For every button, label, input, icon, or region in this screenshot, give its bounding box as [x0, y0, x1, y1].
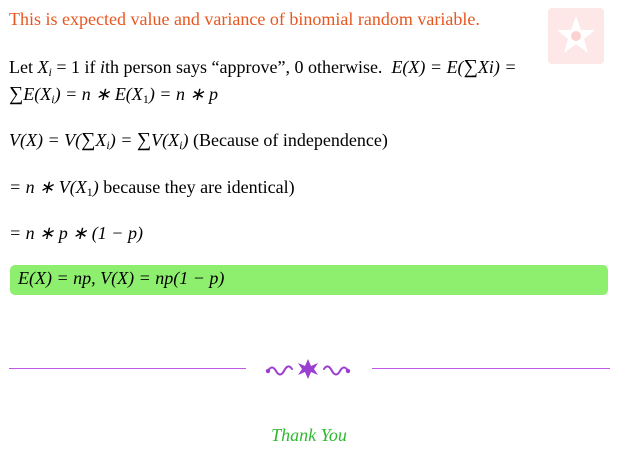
sub-i: i	[179, 138, 183, 152]
expr-close: )	[92, 177, 99, 197]
expr-lead: = n ∗ V(X	[9, 177, 87, 197]
var-i: i	[100, 57, 106, 77]
sum-symbol: ∑	[81, 129, 96, 151]
expr-e-open: E(X	[23, 84, 52, 104]
divider-rule-right	[372, 368, 610, 369]
sum-symbol: ∑	[463, 56, 478, 78]
expr-end: ) = n ∗ p	[148, 84, 219, 104]
floral-divider-ornament-icon	[262, 357, 354, 381]
sub-i: i	[106, 138, 110, 152]
star-flower-logo-icon	[548, 8, 604, 64]
note-identical: because they are identical)	[103, 177, 295, 197]
expr-v-open: V(X	[151, 130, 180, 150]
expr-xi-rhs: Xi) =	[477, 57, 517, 77]
expr-v-start: V(X) = V(	[9, 130, 82, 150]
sum-symbol: ∑	[9, 83, 24, 105]
line-indicator-definition	[9, 55, 516, 79]
sub-i: i	[51, 92, 55, 106]
result-formula: E(X) = np, V(X) = np(1 − p)	[18, 268, 225, 288]
divider-rule-left	[9, 368, 246, 369]
expr-close: )	[182, 130, 189, 150]
var-x: X	[37, 57, 49, 77]
expr-x: X	[95, 130, 107, 150]
line-expectation-result	[9, 82, 218, 106]
text-ith-person: th person says “approve”, 0 otherwise.	[105, 57, 383, 77]
expr-expectation-lhs: E(X) = E(	[391, 57, 464, 77]
expr-mid: ) =	[109, 130, 133, 150]
note-independence: (Because of independence)	[192, 130, 388, 150]
sub-1: 1	[142, 92, 149, 106]
result-highlight-box	[10, 265, 608, 295]
text-let: Let	[9, 57, 33, 77]
sub-1: 1	[86, 185, 93, 199]
sub-i: i	[48, 65, 52, 79]
sum-symbol: ∑	[136, 129, 152, 151]
var-x-i	[38, 57, 52, 77]
thank-you-text: Thank You	[271, 425, 347, 445]
slide-title: This is expected value and variance of binomial random variable.	[9, 9, 480, 29]
expr-mid: ) = n ∗ E(X	[54, 84, 143, 104]
text-equals-one: = 1 if	[56, 57, 96, 77]
line-variance-identical	[9, 175, 295, 199]
line-variance-final: = n ∗ p ∗ (1 − p)	[9, 223, 143, 243]
line-variance-sum	[9, 128, 388, 152]
